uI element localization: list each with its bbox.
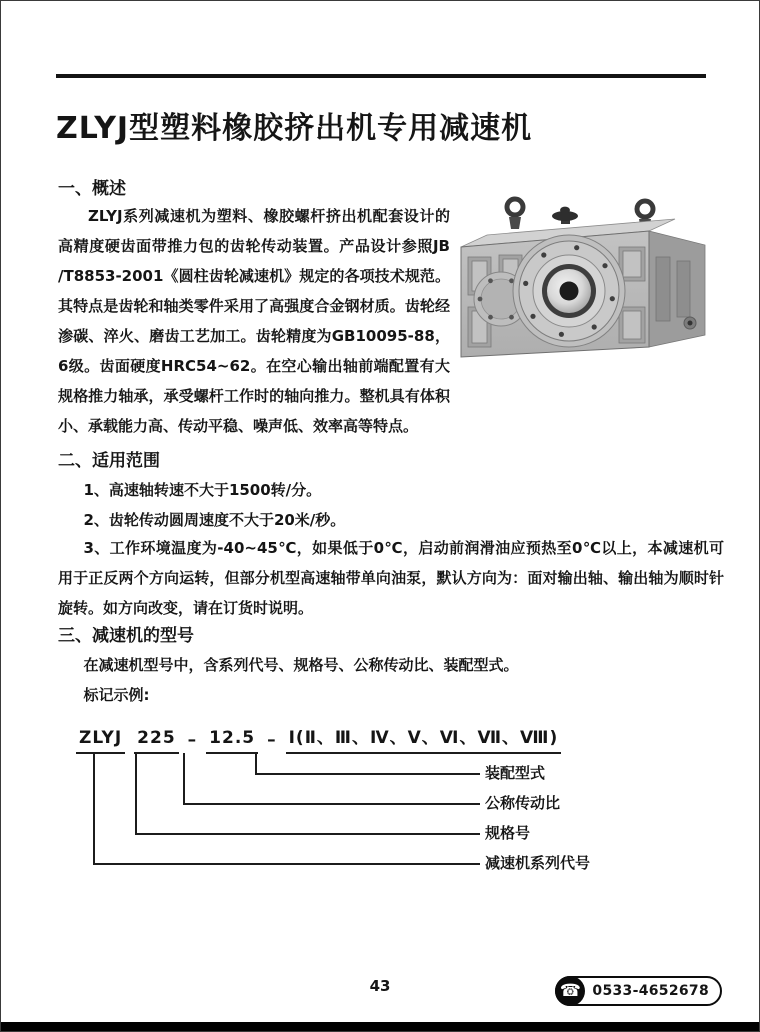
page-number: 43 [369,977,391,995]
callout-label-nominal-ratio: 公称传动比 [485,794,561,812]
phone-icon: ☎ [555,976,585,1006]
model-spec-number: 225 [134,728,179,754]
model-ratio: 12.5 [206,728,258,754]
model-example-label: 标记示例: [83,686,150,704]
output-flange [513,235,625,347]
lifting-eye-left [507,199,523,229]
section-heading-model: 三、减速机的型号 [58,626,194,646]
header-rule [56,74,706,78]
phone-number: 0533-4652678 [592,983,709,999]
scope-item-1: 1、高速轴转速不大于1500转/分。 [83,481,322,499]
callout-label-assembly-type: 装配型式 [485,764,546,782]
product-photo-reducer [453,187,721,371]
model-intro: 在减速机型号中，含系列代号、规格号、公称传动比、装配型式。 [83,656,519,674]
phone-badge [555,976,722,1006]
model-dash-2: – [267,730,277,750]
scope-item-2: 2、齿轮传动圆周速度不大于20米/秒。 [83,511,346,529]
gearbox-illustration [453,187,721,371]
model-series-code: ZLYJ [76,728,125,754]
bottom-bar [1,1022,759,1031]
scope-item-3: 3、工作环境温度为-40~45℃，如果低于0℃，启动前润滑油应预热至0℃以上，本减速机可用于正反两个方向运转，但部分机型高速轴带单向油泵，默认方向为：面对输出轴、输出轴为顺时针旋转。如方向改变，请在订货时说明。 [58,539,724,617]
callout-label-spec-number: 规格号 [485,824,531,842]
callout-line-series-code [93,753,480,865]
overview-paragraph: ZLYJ系列减速机为塑料、橡胶螺杆挤出机配套设计的高精度硬齿面带推力包的齿轮传动装置。产品设计参照JB /T8853-2001《圆柱齿轮减速机》规定的各项技术规范。其特点是齿轮和轴类零件采用了高强度合金钢材质。齿轮经渗碳、淬火、磨齿工艺加工。齿轮精度为GB10095-88，6级。齿面硬度HRC54~62。在空心输出轴前端配置有大规格推力轴承，承受螺杆工作时的轴向推力。整机具有体积小、承载能力高、传动平稳、噪声低、效率高等特点。 [58,207,450,435]
section-heading-overview: 一、概述 [58,179,126,199]
model-assembly-types: Ⅰ(Ⅱ、Ⅲ、Ⅳ、Ⅴ、Ⅵ、Ⅶ、Ⅷ) [286,723,562,754]
callout-label-series-code: 减速机系列代号 [485,854,591,872]
model-dash-1: – [187,730,198,750]
breather-cap [552,207,578,224]
page-title: ZLYJ型塑料橡胶挤出机专用减速机 [56,111,533,146]
section-heading-scope: 二、适用范围 [58,451,160,471]
model-designation [76,723,561,754]
